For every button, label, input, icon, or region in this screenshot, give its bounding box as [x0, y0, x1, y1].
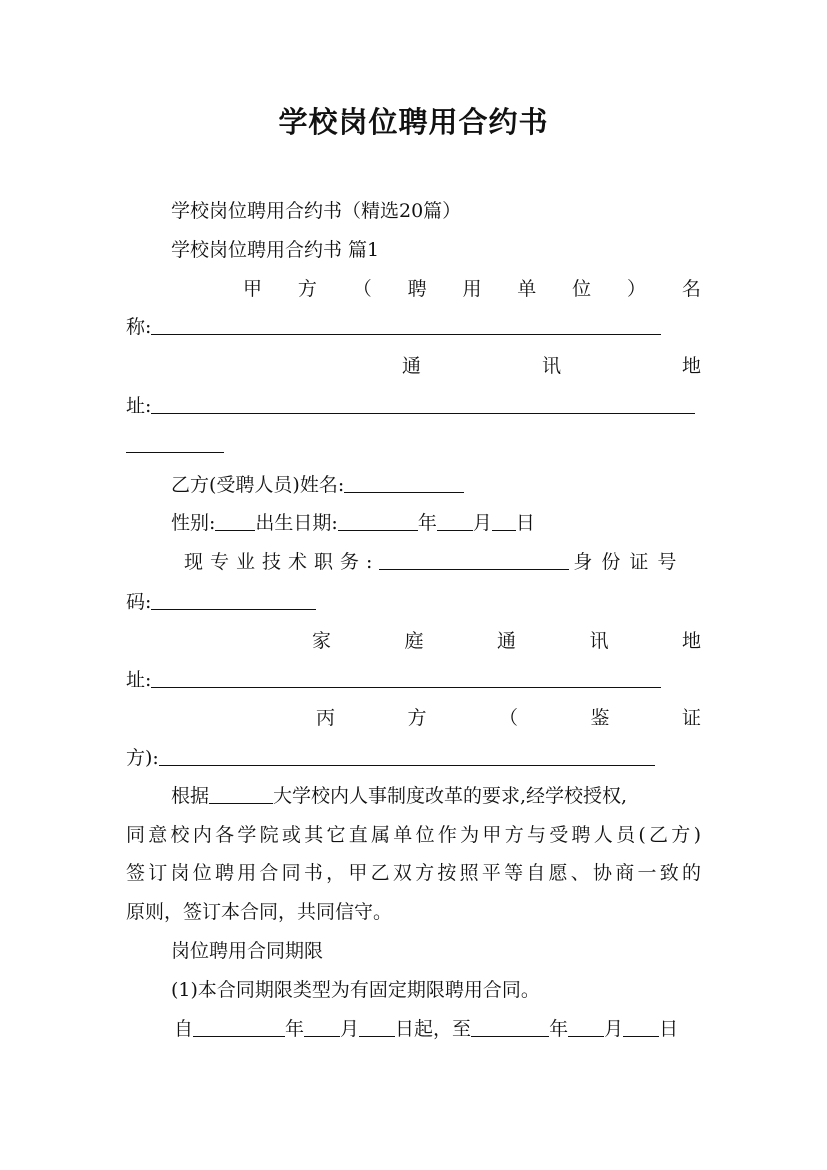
party-a-label-row: [243, 276, 701, 302]
word: 丙: [316, 707, 336, 729]
word: ）: [627, 278, 647, 300]
end-day-blank[interactable]: [623, 1016, 659, 1037]
word: 通: [496, 630, 516, 652]
home-address-label: 址:: [126, 669, 152, 691]
birth-year-blank[interactable]: [338, 510, 418, 531]
party-a-address-blank-2[interactable]: [126, 432, 224, 453]
month-label: 月: [604, 1018, 624, 1040]
home-address-blank[interactable]: [151, 667, 661, 688]
clause-item: (1)本合同期限类型为有固定期限聘用合同。: [171, 979, 540, 1001]
party-a-address-label-row: [402, 353, 701, 379]
word: 用: [462, 278, 482, 300]
section-subheading: 岗位聘用合同期限: [171, 940, 324, 962]
party-a-name-label: 称:: [126, 316, 152, 338]
university-blank[interactable]: [209, 783, 273, 804]
party-b-home-row: [126, 667, 701, 693]
paragraph-rest: 大学校内人事制度改革的要求,经学校授权,: [273, 785, 628, 807]
word: 甲: [243, 278, 263, 300]
word: 证: [681, 707, 701, 729]
party-b-title-row: [184, 549, 701, 575]
word: 通: [402, 355, 422, 377]
party-b-home-label-row: [312, 628, 701, 654]
word: 鉴: [590, 707, 610, 729]
word: 位: [572, 278, 592, 300]
party-a-name-row: [126, 314, 701, 340]
party-a-address-label: 址:: [126, 395, 152, 417]
gender-label: 性别:: [171, 512, 216, 534]
word: （: [498, 707, 518, 729]
party-b-name-label: 乙方(受聘人员)姓名:: [171, 474, 345, 496]
party-c-label-row: [316, 705, 701, 731]
party-a-address-row: [126, 393, 701, 419]
title-label: 现专业技术职务:: [184, 551, 380, 573]
word: 讯: [541, 355, 561, 377]
paragraph-start: 根据: [171, 785, 210, 807]
paragraph-line: 原则，签订本合同，共同信守。: [126, 901, 393, 923]
month-label: 月: [340, 1018, 360, 1040]
party-b-name-row: [171, 472, 701, 498]
month-label: 月: [472, 512, 492, 534]
end-month-blank[interactable]: [568, 1016, 604, 1037]
word: 家: [312, 630, 332, 652]
start-year-blank[interactable]: [193, 1016, 285, 1037]
day-end-label: 日: [659, 1018, 679, 1040]
party-a-name-blank[interactable]: [151, 314, 661, 335]
word: 地: [681, 630, 701, 652]
party-c-blank[interactable]: [159, 745, 655, 766]
year-label: 年: [285, 1018, 305, 1040]
party-a-address-row-2: [126, 432, 701, 458]
party-b-name-blank[interactable]: [344, 472, 464, 493]
subtitle: 学校岗位聘用合约书（精选20篇）: [171, 200, 462, 222]
year-label: 年: [549, 1018, 569, 1040]
day-label: 日: [515, 512, 535, 534]
word: （: [352, 278, 372, 300]
party-c-label: 方):: [126, 747, 159, 769]
birth-month-blank[interactable]: [437, 510, 473, 531]
gender-blank[interactable]: [215, 510, 255, 531]
party-b-birth-row: [171, 510, 701, 536]
title-blank[interactable]: [379, 549, 569, 570]
word: 单: [517, 278, 537, 300]
paragraph-line: 同意校内各学院或其它直属单位作为甲方与受聘人员(乙方): [126, 824, 701, 846]
word: 方: [407, 707, 427, 729]
end-year-blank[interactable]: [471, 1016, 549, 1037]
paragraph-line: [171, 783, 701, 809]
word: 讯: [589, 630, 609, 652]
paragraph-line: 签订岗位聘用合同书，甲乙双方按照平等自愿、协商一致的: [126, 862, 701, 884]
id-label-2: 码:: [126, 591, 152, 613]
word: 名: [681, 278, 701, 300]
day-from-label: 日起，至: [395, 1018, 472, 1040]
word: 庭: [404, 630, 424, 652]
word: 聘: [407, 278, 427, 300]
from-label: 自: [174, 1018, 194, 1040]
id-blank[interactable]: [151, 589, 316, 610]
id-label: 身份证号: [573, 551, 686, 573]
party-b-id-row: [126, 589, 701, 615]
start-month-blank[interactable]: [304, 1016, 340, 1037]
term-row: [174, 1016, 704, 1042]
word: 地: [681, 355, 701, 377]
birth-label: 出生日期:: [255, 512, 338, 534]
start-day-blank[interactable]: [359, 1016, 395, 1037]
party-c-row: [126, 745, 701, 771]
year-label: 年: [417, 512, 437, 534]
party-a-address-blank[interactable]: [151, 393, 695, 414]
section-heading: 学校岗位聘用合约书 篇1: [171, 239, 380, 261]
birth-day-blank[interactable]: [492, 510, 516, 531]
word: 方: [297, 278, 317, 300]
document-title: 学校岗位聘用合约书: [278, 105, 549, 139]
